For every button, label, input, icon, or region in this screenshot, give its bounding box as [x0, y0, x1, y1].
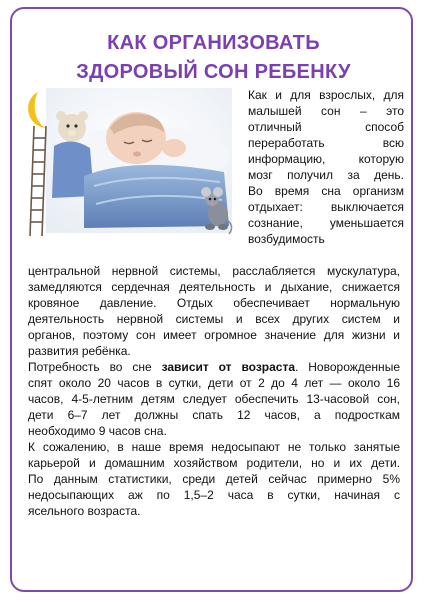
text-line: сознание, уменьшается — [248, 216, 404, 230]
title-line-2: ЗДОРОВЫЙ СОН РЕБЕНКУ — [76, 61, 351, 83]
ladder-icon — [30, 126, 46, 236]
paragraph-2 — [28, 359, 400, 439]
text-line: мозг получил за день. — [248, 168, 404, 182]
baby-head — [106, 112, 166, 164]
text-line: переработать всю — [248, 136, 404, 150]
text-line: возбудимость — [248, 232, 325, 246]
text-line: органов, поэтому сон имеет огромное значение для жизни и — [28, 328, 400, 342]
text-line: ясельного возраста. — [28, 504, 141, 518]
text-line: развития ребёнка. — [28, 344, 131, 358]
text-line: информацию, которую — [248, 152, 404, 166]
text-line: дети 6–7 лет должны спать 12 часов, а подросткам — [28, 408, 400, 422]
text-line: центральной нервной системы, расслабляется мускулатура, — [28, 264, 400, 278]
emphasis-age: зависит от возраста — [161, 360, 296, 374]
text-segment: . Новорожденные — [295, 360, 400, 374]
text-line: По данным статистики, среди детей сейчас примерно 5% — [28, 472, 400, 486]
text-line: необходимо 9 часов сна. — [28, 424, 167, 438]
text-line: Во время сна организм — [248, 184, 404, 198]
title-line-1: КАК ОРГАНИЗОВАТЬ — [107, 32, 320, 54]
text-line: Как и для взрослых, для — [248, 88, 404, 102]
text-line: замедляются сердечная деятельность и дыхание, снижается — [28, 280, 400, 294]
text-line — [28, 359, 400, 375]
text-segment: Потребность во сне — [28, 360, 162, 374]
sleeping-baby-illustration — [24, 86, 234, 256]
text-line: К сожалению, в наше время недосыпают не только занятые — [28, 440, 400, 454]
text-line: отличный способ — [248, 120, 404, 134]
moon-icon — [28, 92, 46, 128]
text-line: часов, 4-5-летним детям следует обеспечить 13-часовой сон, — [28, 392, 400, 406]
article-body — [28, 263, 400, 519]
paragraph-3 — [28, 439, 400, 519]
text-line: деятельность нервной системы и всех других систем и — [28, 312, 400, 326]
text-line: недосыпающих аж по 1,5–2 часа в сутки, начиная с — [28, 488, 400, 502]
intro-side-text — [248, 87, 404, 247]
paragraph-1 — [28, 263, 400, 359]
text-line: отдыхает: выключается — [248, 200, 404, 214]
text-line: спят около 20 часов в сутки, дети от 2 до 4 лет — около 16 — [28, 376, 400, 390]
text-line: малышей сон – это — [248, 104, 404, 118]
text-line: кровяное давление. Отдых обеспечивает нормальную — [28, 296, 400, 310]
text-line: карьерой и домашним хозяйством родители, но и их дети. — [28, 456, 400, 470]
